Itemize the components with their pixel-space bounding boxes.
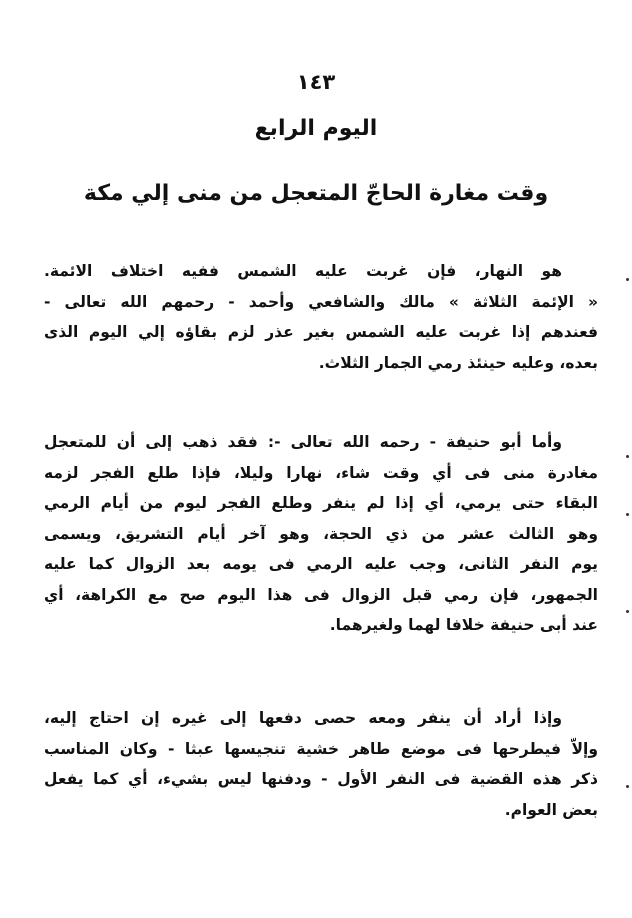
scan-speck bbox=[626, 785, 629, 788]
paragraph-1 bbox=[44, 256, 598, 378]
paragraph-3 bbox=[44, 703, 598, 825]
text-line: بعض العوام. bbox=[504, 800, 598, 819]
text-line: البقاء حتى يرمي، أي إذا لم ينفر وطلع الفجر ليوم من أيام الرمي bbox=[44, 494, 598, 512]
text-line: هو النهار، فإن غربت عليه الشمس ففيه اختلاف الائمة. bbox=[44, 262, 562, 280]
text-line: عند أبى حنيفة خلافا لهما ولغيرهما. bbox=[329, 616, 598, 634]
text-line: وهو الثالث عشر من ذي الحجة، وهو آخر أيام التشريق، ويسمى bbox=[44, 524, 598, 543]
section-title: وقت مغارة الحاجّ المتعجل من منى إلي مكة bbox=[83, 181, 549, 206]
text-line: وإلاّ فيطرحها فى موضع طاهر خشية تنجيسها عبثا - وكان المناسب bbox=[44, 739, 598, 758]
scan-speck bbox=[626, 513, 629, 516]
text-line: فعندهم إذا غربت عليه الشمس بغير عذر لزم بقاؤه إلي اليوم الذى bbox=[44, 323, 598, 341]
text-line: وأما أبو حنيفة - رحمه الله تعالى -: فقد ذهب إلى أن للمتعجل bbox=[44, 433, 562, 451]
text-line: يوم النفر الثانى، وجب عليه الرمي فى يومه بعد الزوال كما عليه bbox=[44, 555, 598, 573]
scan-speck bbox=[626, 610, 629, 613]
scan-speck bbox=[626, 455, 629, 458]
text-line: بعده، وعليه حينئذ رمي الجمار الثلاث. bbox=[318, 353, 598, 372]
text-line: وإذا أراد أن ينفر ومعه حصى دفعها إلى غيره إن احتاج إليه، bbox=[44, 709, 562, 727]
day-title: اليوم الرابع bbox=[254, 116, 378, 141]
text-line: الجمهور، فإن رمي قبل الزوال فى هذا اليوم صح مع الكراهة، أي bbox=[44, 585, 598, 604]
scan-speck bbox=[626, 278, 629, 281]
page-number: ١٤٣ bbox=[296, 70, 336, 94]
text-line: ذكر هذه القضية فى النفر الأول - ودفنها ليس بشيء، أي كما يفعل bbox=[44, 770, 598, 788]
text-line: مغادرة منى فى أي وقت شاء، نهارا وليلا، فإذا طلع الفجر لزمه bbox=[44, 463, 598, 482]
paragraph-2 bbox=[44, 427, 598, 641]
text-line: « الإئمة الثلاثة » مالك والشافعي وأحمد - رحمهم الله تعالى - bbox=[44, 292, 598, 311]
